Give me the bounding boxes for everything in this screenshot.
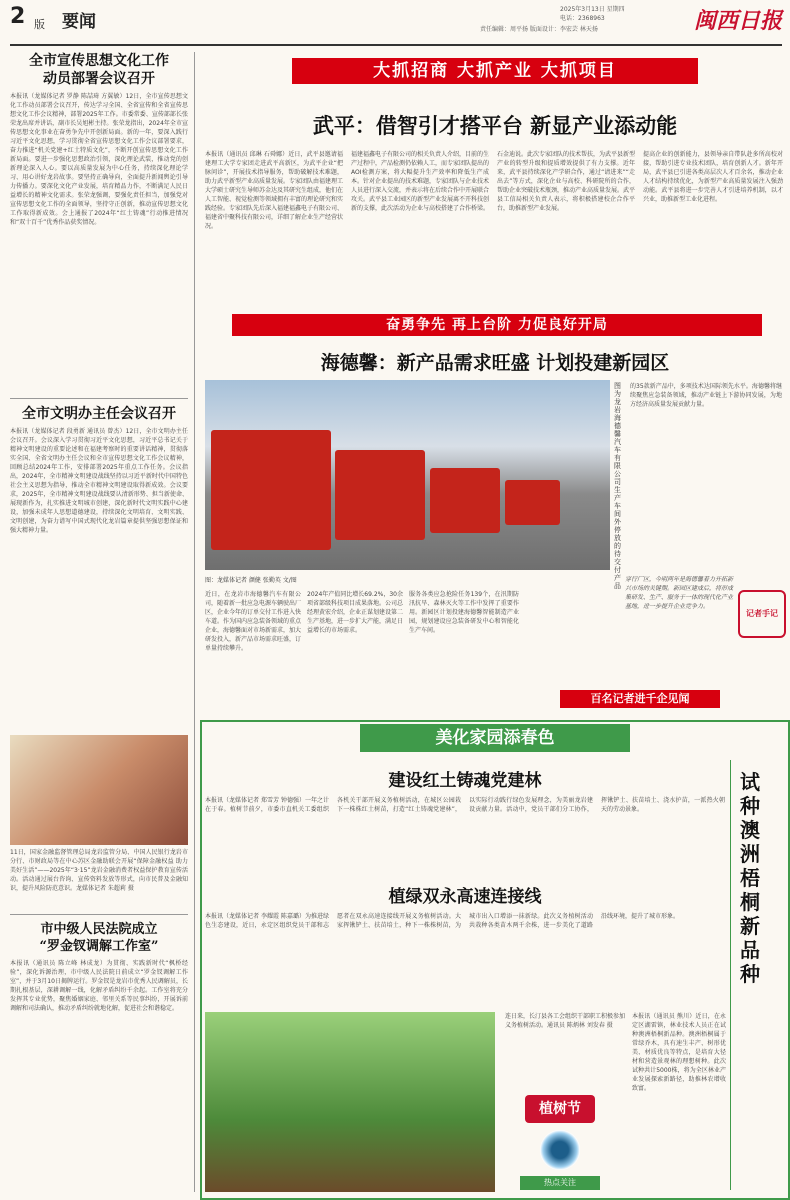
article-body: 本报讯（龙媒体记者 罗静 陈喆琦 方翼敏）12日，全市宣传思想文化工作动员部署会议召开，传达学习全国、全省宣传和全省宣传思想文化工作会议精神，部署2025年工作。市委常委、宣传部部长张荣龙出席并讲话，副市长吴旭彬主持。张荣龙指出，2024年全市宣传思想文化事业在奋勇争先中开创新局面。新的一年，要深入践行习近平文化思想，学习贯彻全省宣传思想文化工作会议部署要求，奋力推进“机关党建+红土特质文化”，不断开创宣传思想文化工作新局面。要进一步强化思想政治引领，深化理论武装，推动党的创新理论深入人心。要以高质量发展为中心任务，持续深化理论学习、用心讲好龙岩故事。要坚持正确导向，全面提升新闻舆论引导力传播力。要深化文化产业发展，培育精品力作，不断满足人民日益增长的精神文化需求。张荣龙强调，要强化责任担当，加强党对宣传思想文化工作的全面领导，坚持守正创新，推动宣传思想文化工作取得新成效。会上通报了2024年“红土铸魂”行动推进情况和“双十百千”优秀作品获奖情况。 bbox=[10, 93, 188, 226]
article-body: 福建福鑫电子有限公司的相关负责人介绍，目前的生产过程中，产品检测仍依赖人工，而专家团队提出的AOI检测方案，将大幅提升生产效率和降低生产成本。针对企业提出的技术难题，专家团队与企业技术人员进行深入交流，并表示将在后续合作中开展联合攻关。武平县工业园区的新型产业发展离不开科技创新的支撑，此次活动为企业与高校搭建了合作桥梁。 bbox=[351, 151, 490, 212]
headline: 海德馨：新产品需求旺盛 计划投建新园区 bbox=[320, 352, 670, 374]
article-title: 动员部署会议召开 bbox=[43, 71, 155, 87]
headline: 植绿双永高速连接线 bbox=[388, 887, 542, 907]
topic-tag: 植树节 bbox=[525, 1095, 595, 1123]
headline: 武平：借智引才搭平台 新显产业添动能 bbox=[312, 113, 678, 138]
eye-icon bbox=[540, 1130, 580, 1170]
factory-photo bbox=[205, 380, 610, 570]
article-body: 提高企业的创新能力，县领导亲自带队赴多所高校对接，帮助引进专业技术团队，培育创新人才。新年开局，武平县已引进各类高层次人才百余名，推动企业人才结构持续优化，为新型产业高质量发展注入强劲动能。武平县将进一步完善人才引进培养机制，以才兴业，助推新型工业化进程。 bbox=[643, 151, 783, 203]
divider bbox=[10, 914, 188, 915]
photo-side-caption: 图为龙岩海德馨汽车有限公司生产车间外停放的待交付产品 bbox=[614, 382, 621, 590]
article-body: 本报讯（通讯员 熊川）近日，在永定区湖雷镇，林业技术人员正在试种澳洲梧桐新品种。澳洲梧桐属于常绿乔木，具有速生丰产、树形优美、材质优良等特点，是培育大径材和营造景观林的理想树种。此次试种共计5000株，将为全区林业产业发展探索新路径，助推林农增收致富。 bbox=[632, 1013, 726, 1092]
left-column bbox=[10, 52, 188, 1192]
article-body: 石金迪说。此次专家团队的技术帮扶，为武平县新型产业的转型升级和提质增效提供了有力支撑。近年来，武平县持续深化产学研合作，通过“请进来”“走出去”等方式，深化企业与高校、科研院所的合作，帮助企业突破技术瓶颈，推动产业高质量发展。武平县工信局相关负责人表示，将积极搭建校企合作平台，助推新型产业发展。 bbox=[497, 151, 636, 212]
article-title: 市中级人民法院成立 bbox=[40, 922, 158, 937]
article-body: 本报讯（通讯员 陈立峰 林成龙）为贯彻、实践新时代“枫桥经验”，深化诉源治理，市中级人民法院日前成立“罗金钗调解工作室”，并于3月10日揭牌运行。罗金钗是龙岩市优秀人民调解员，长期扎根基层，深耕调解一线，化解矛盾纠纷千余起。工作室将充分发挥其专业优势，聚焦婚姻家庭、邻里关系等民事纠纷，开展诉前调解和司法确认，推动矛盾纠纷就地化解，促进社会和谐稳定。 bbox=[10, 960, 188, 1012]
article-body: 2024年产值同比增长69.2%，30余项省部级科技项目成果落地。公司总经理黄宏介绍，企业正谋划建设第二生产基地，进一步扩大产能，满足日益增长的市场需求。 bbox=[307, 591, 404, 634]
masthead bbox=[10, 4, 782, 46]
article-body: 本报讯（通讯员 邱琳 石舜娜）近日，武平县邀请福建理工大学专家团走进武平高新区，为武平企业“把脉问诊”，开展技术指导服务，帮助破解技术难题，助力武平新型产业高质量发展。专家团队由福建理工大学硕士研究生导师苏金达及其研究生组成，他们在人工智能、视觉检测等领域拥有丰富的理论研究和实践经验。专家团队先后深入福建福鑫电子有限公司、福建省中聚科技有限公司，详细了解企业生产经营状况。 bbox=[205, 151, 344, 230]
side-headline: 试种澳洲梧桐新品种 bbox=[740, 770, 760, 986]
article-body: 本报讯（龙媒体记者 郑雪芳 钟德强）一年之计在于春。植树节前夕，市委市直机关工委组织各机关干部开展义务植树活动，在城区公园栽下一株株红土树苗，打造“红土铸魂党建林”，以实际行动践行绿色发展理念，为美丽龙岩建设贡献力量。活动中，党员干部们分工协作，挥锹铲土、扶苗培土、浇水护苗，一派热火朝天的劳动景象。 bbox=[205, 797, 725, 813]
section-banner: 美化家园添春色 bbox=[360, 724, 630, 752]
column-divider bbox=[730, 760, 731, 1190]
photo-caption: 连日来，长汀县各工会组织干部职工积极参加义务植树活动。通讯员 陈炳林 刘发春 摄 bbox=[505, 1013, 626, 1029]
article-body: 本报讯（龙媒体记者 段勇新 通讯员 曾杰）12日，全市文明办主任会议召开。会议深入学习贯彻习近平文化思想，习近平总书记关于精神文明建设的重要论述和在福建考察时的重要讲话精神，贯彻落实全国、全省文明办主任会议和全市宣传思想文化工作会议精神，回顾总结2024年工作，安排部署2025年重点工作任务。会议指出，2024年，全市精神文明建设战线坚持以习近平新时代中国特色社会主义思想为指导，推动全市精神文明建设取得新成效。会议要求，2025年，全市精神文明建设战线要认清新形势、担当新使命、展现新作为，扎实推进文明城市创建，深化新时代文明实践中心建设，加强未成年人思想道德建设，持续深化文明培育、文明实践、文明创建，为奋力谱写中国式现代化龙岩篇章提供坚强思想保证和强大精神力量。 bbox=[10, 428, 188, 534]
newspaper-logo: 闽西日报 bbox=[693, 8, 782, 34]
page-unit: 版 bbox=[34, 18, 45, 31]
phone-number: 电话：2368963 bbox=[560, 15, 605, 22]
photo-caption: 11日，国家金融监督管理总局龙岩监管分局、中国人民银行龙岩市分行、市财政局等在中心苏区金融助联会开展“保障金融权益 助力美好生活”——2025年“3·15”龙岩金融消费者权益保护教育宣传活动。活动通过展台咨询、宣传资料发放等形式，向市民普及金融知识，提升风险防范意识。龙媒体记者 朱超莉 摄 bbox=[10, 849, 188, 892]
divider bbox=[10, 398, 188, 399]
section-banner: 奋勇争先 再上台阶 力促良好开局 bbox=[232, 314, 762, 336]
article-title: 全市文明办主任会议召开 bbox=[22, 406, 176, 422]
article-body: 服务各类应急抢险任务139个，在汛期防汛抗旱、森林灭火等工作中发挥了重要作用。新园区计划投建海德馨智能制造产业园，规划建设应急装备研发中心和智能化生产车间。 bbox=[409, 591, 519, 634]
article-body: 近日，在龙岩市海德馨汽车有限公司，随着新一批应急电源车辆驶出厂区，企业今年的订单交付工作进入快车道。作为国内应急装备领域的重点企业，海德馨面对市场新需求，加大研发投入，新产品市场需求旺盛，订单量持续攀升。 bbox=[205, 591, 302, 652]
article-body: 本报讯（龙媒体记者 李耀霞 陈嘉璐）为推进绿色生态建设，近日，永定区组织党员干部和志愿者在双永高速连接线开展义务植树活动。大家挥锹铲土、扶苗培土，种下一株株树苗，为城市出入口增添一抹新绿。此次义务植树活动共栽种各类苗木两千余株，进一步美化了道路沿线环境，提升了城市形象。 bbox=[205, 913, 680, 929]
section-name: 要闻 bbox=[62, 12, 96, 32]
photo-caption: 图：龙媒体记者 颜健 张勤英 文/图 bbox=[205, 577, 297, 584]
article-title: “罗金钗调解工作室” bbox=[39, 939, 159, 954]
column-divider bbox=[194, 52, 195, 1192]
truck-shape bbox=[430, 468, 500, 533]
article-title: 全市宣传思想文化工作 bbox=[29, 53, 169, 69]
issue-date: 2025年3月13日 星期四 bbox=[560, 6, 625, 13]
event-photo bbox=[10, 735, 188, 845]
reporter-note: 穿行厂区，今明两年是海德馨着力开拓新兴市场的关键期。新园区建成后，将形成集研发、生产、服务于一体的现代化产业基地，进一步提升企业竞争力。 bbox=[625, 576, 734, 610]
editor-credits: 责任编辑：周平扬 版面设计：李宏芸 林天扬 bbox=[480, 26, 598, 33]
page-number: 2 bbox=[10, 4, 26, 29]
reporter-note-badge: 记者手记 bbox=[738, 590, 786, 638]
truck-shape bbox=[335, 450, 425, 540]
truck-shape bbox=[505, 480, 560, 525]
article-body: 的35款新产品中，多项技术达国际领先水平。海德馨将继续聚焦应急装备领域，推动产业链上下游协同发展，为地方经济高质量发展贡献力量。 bbox=[630, 383, 782, 408]
tree-planting-photo bbox=[205, 1012, 495, 1192]
headline: 建设红土铸魂党建林 bbox=[388, 771, 542, 791]
hot-topic-label: 热点关注 bbox=[520, 1176, 600, 1190]
truck-shape bbox=[211, 430, 331, 550]
column-banner: 百名记者进千企见闻 bbox=[560, 690, 720, 708]
section-banner: 大抓招商 大抓产业 大抓项目 bbox=[292, 58, 698, 84]
